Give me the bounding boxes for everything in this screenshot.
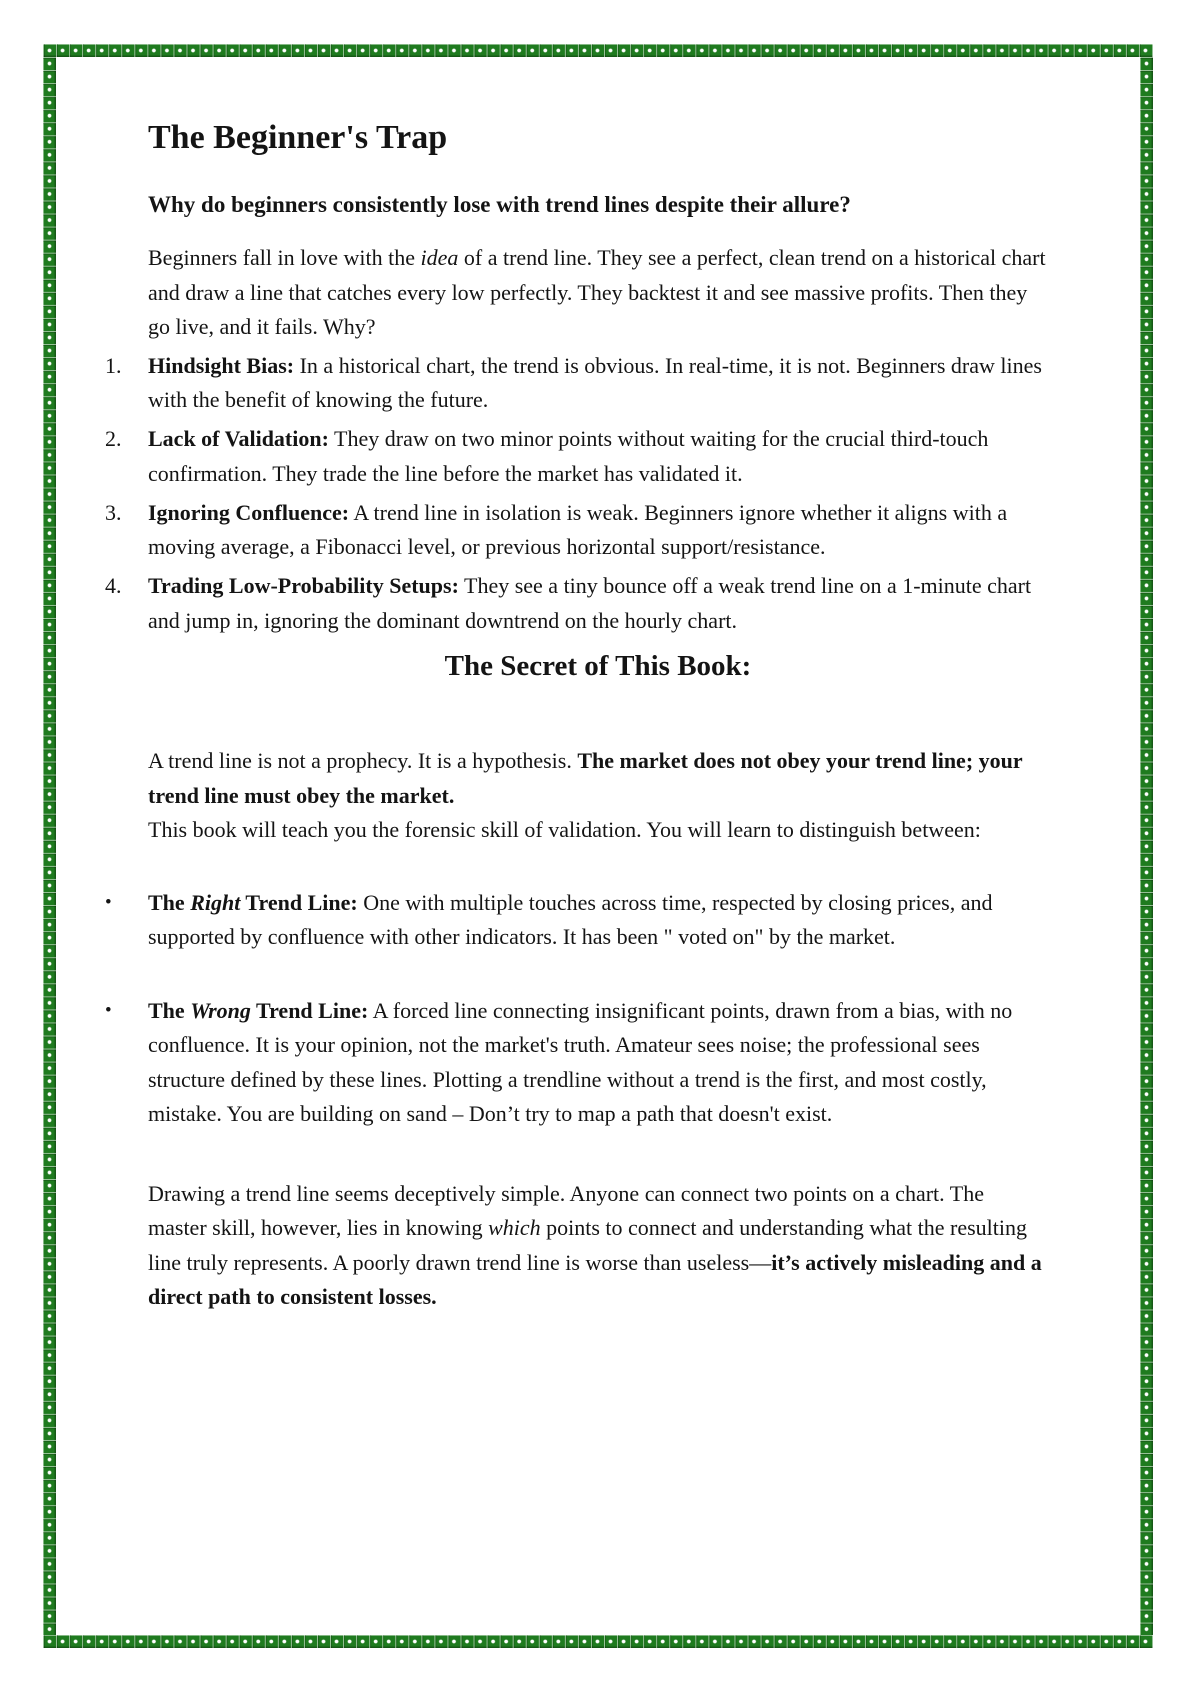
text-run: Beginners fall in love with the (148, 245, 421, 270)
list-item-number: 2. (105, 426, 122, 451)
trend-line-bullet-list (105, 886, 1048, 1132)
text-run: idea (420, 245, 459, 270)
text-run: Hindsight Bias: (148, 352, 295, 378)
bullet-icon: • (105, 999, 112, 1021)
list-item (105, 422, 1048, 491)
page-title: The Beginner's Trap (148, 119, 448, 156)
list-item-number: 4. (105, 573, 122, 598)
closing-paragraph (148, 1177, 1048, 1315)
text-run: They see a tiny bounce off a weak trend line on a 1-minute chart and jump in, ignoring the dominant downtrend on the hourly chart. (148, 573, 1032, 633)
text-run: Wrong (190, 997, 251, 1023)
text-run: The market does not obey your trend line; your trend line must obey the market. (148, 748, 1023, 808)
secret-paragraph-2: This book will teach you the forensic skill of validation. You will learn to distinguish between: (148, 817, 981, 842)
border-top-strip (43, 44, 1153, 57)
text-run: A trend line is not a prophecy. It is a hypothesis. (148, 748, 578, 773)
text-run: Trend Line: (250, 997, 369, 1023)
text-run: it’s actively misleading and a direct path to consistent losses. (148, 1249, 1042, 1309)
question-heading: Why do beginners consistently lose with trend lines despite their allure? (148, 192, 851, 217)
text-run: of a trend line. They see a perfect, clean trend on a historical chart and draw a line that catches every low perfectly. They backtest it and see massive profits. Then they go live, and it fails. Why? (148, 245, 1046, 339)
list-item-number: 3. (105, 499, 122, 525)
list-item-text (148, 426, 988, 486)
list-item (105, 349, 1048, 418)
text-run: A forced line connecting insignificant points, drawn from a bias, with no confluence. It is your opinion, not the market's truth. Amateur sees noise; the professional sees structure defined by these lines. Plotting a trendline without a trend is the first, and most costly, mistake. You are building on sand – Don’t try to map a path that doesn't exist. (148, 997, 1013, 1126)
border-left-strip (43, 57, 56, 1635)
border-right-strip (1140, 57, 1153, 1635)
border-bottom-strip (43, 1635, 1153, 1648)
document-body (105, 118, 1048, 1315)
bullet-icon: • (105, 891, 112, 913)
text-run: Drawing a trend line seems deceptively simple. Anyone can connect two points on a chart. The master skill, however, lies in knowing (148, 1180, 984, 1240)
bullet-text (148, 998, 1012, 1127)
text-run: One with multiple touches across time, respected by closing prices, and supported by confluence with other indicators. It has been " voted on" by the market. (148, 889, 993, 949)
text-run: points to connect and understanding what the resulting line truly represents. A poorly drawn trend line is worse than useless— (148, 1215, 1027, 1275)
bullet-item (105, 886, 1048, 955)
text-run: Trend Line: (240, 889, 358, 915)
list-item-text (148, 353, 1042, 413)
text-run: Right (190, 889, 241, 915)
bullet-text (148, 890, 992, 950)
text-run: A trend line in isolation is weak. Beginners ignore whether it aligns with a moving average, a Fibonacci level, or previous horizontal support/resistance. (148, 499, 1008, 559)
list-item-text (148, 573, 1031, 633)
list-item-number: 1. (105, 352, 122, 378)
list-item-text (148, 500, 1007, 560)
text-run: The (148, 997, 191, 1023)
list-item (105, 496, 1048, 565)
text-run: The (148, 889, 191, 915)
text-run: They draw on two minor points without waiting for the crucial third-touch confirmation. They trade the line before the market has validated it. (148, 426, 989, 486)
text-run: which (488, 1215, 541, 1240)
intro-paragraph (148, 241, 1048, 345)
text-run: Ignoring Confluence: (148, 499, 350, 525)
text-run: Lack of Validation: (148, 426, 329, 451)
secret-heading: The Secret of This Book: (444, 650, 752, 682)
text-run: In a historical chart, the trend is obvious. In real-time, it is not. Beginners draw lines with the benefit of knowing the future. (148, 352, 1042, 412)
beginner-mistakes-list (105, 349, 1048, 639)
bullet-item (105, 994, 1048, 1132)
text-run: Trading Low-Probability Setups: (148, 573, 459, 598)
secret-paragraph-1 (148, 744, 1048, 813)
list-item (105, 569, 1048, 638)
